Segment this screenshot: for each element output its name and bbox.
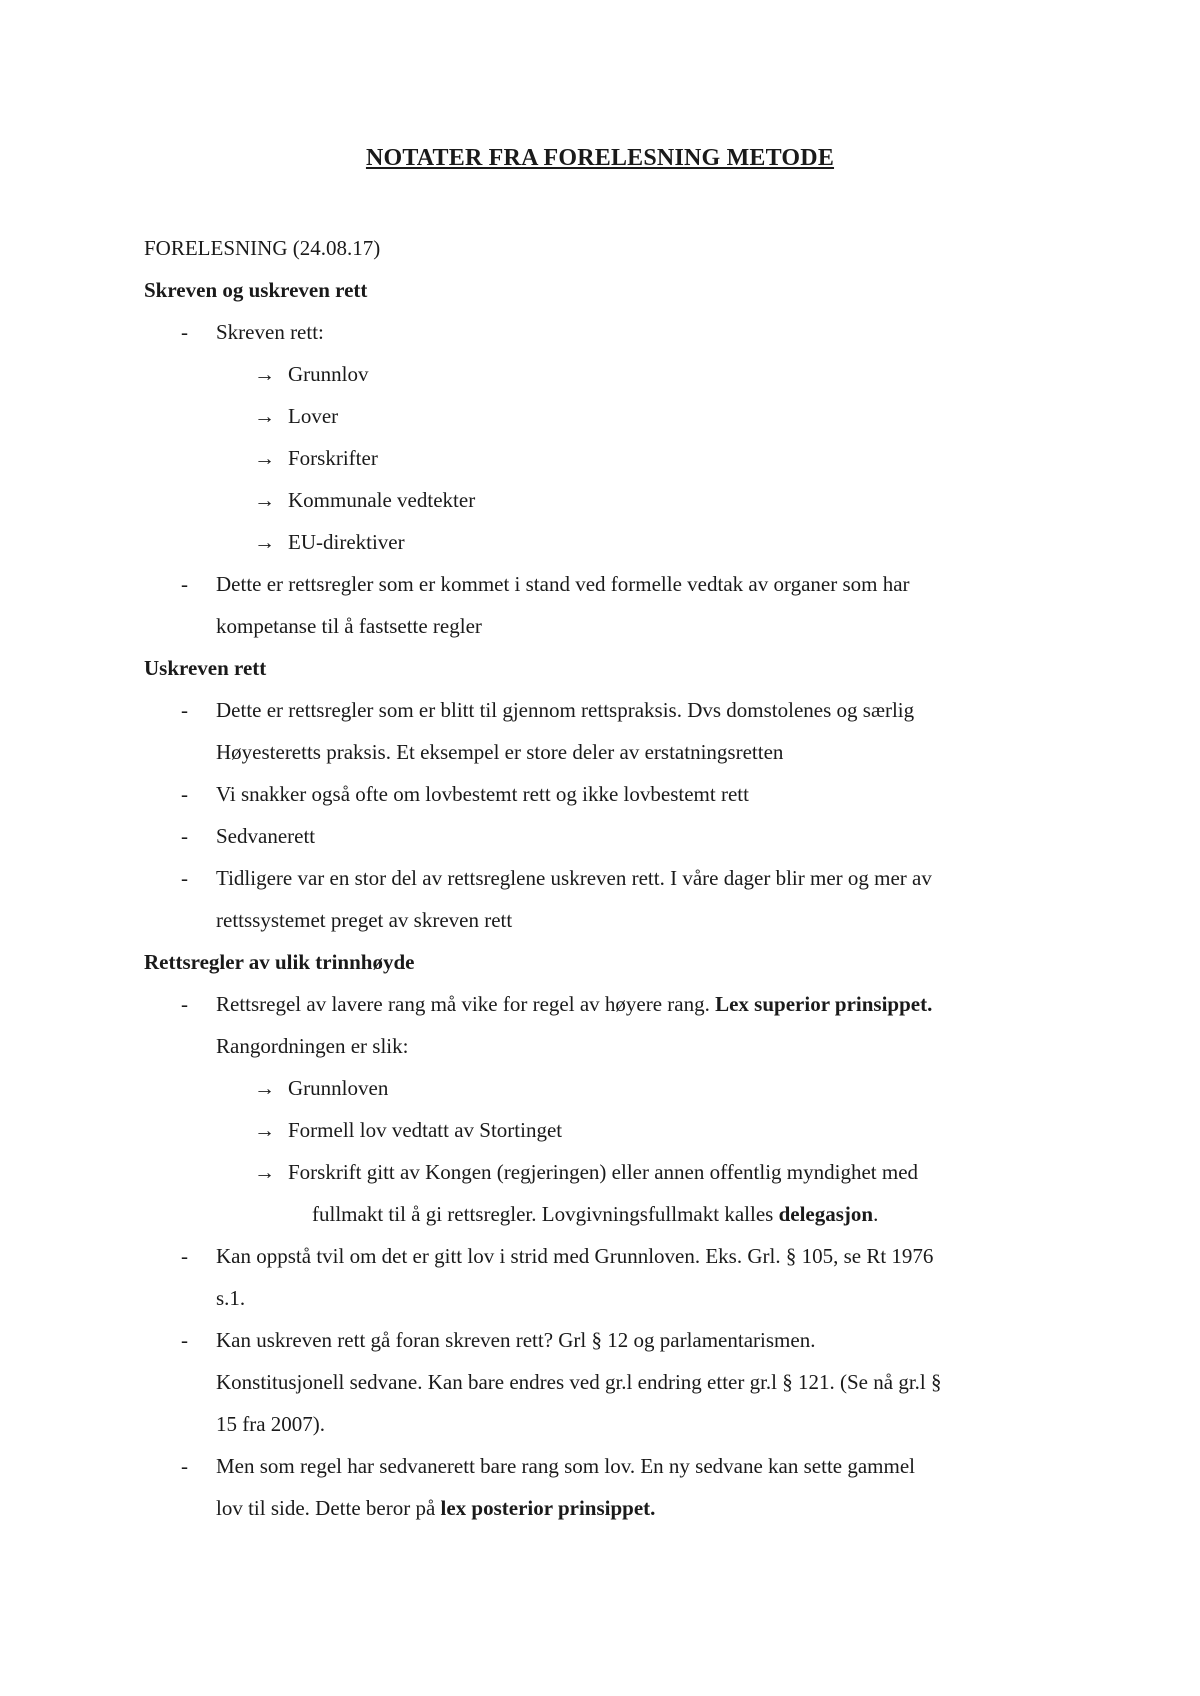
arrow-icon: →: [254, 1076, 275, 1100]
list-item-text: s.1.: [216, 1286, 246, 1310]
arrow-icon: →: [254, 404, 275, 428]
lecture-heading: FORELESNING (24.08.17): [144, 236, 381, 260]
list-item-text: 15 fra 2007).: [216, 1412, 326, 1436]
list-item-text: Men som regel har sedvanerett bare rang som lov. En ny sedvane kan sette gammel: [216, 1454, 915, 1478]
rank-item: Formell lov vedtatt av Stortinget: [288, 1118, 563, 1142]
dash-bullet: -: [181, 782, 188, 806]
dash-bullet: -: [181, 1328, 188, 1352]
list-item-text: Rangordningen er slik:: [216, 1034, 409, 1058]
dash-bullet: -: [181, 320, 188, 344]
source-item: Lover: [288, 404, 339, 428]
section-heading-uskreven-rett: Uskreven rett: [144, 656, 267, 680]
dash-bullet: -: [181, 572, 188, 596]
dash-bullet: -: [181, 824, 188, 848]
dash-bullet: -: [181, 992, 188, 1016]
document-title: NOTATER FRA FORELESNING METODE: [365, 145, 835, 171]
source-item: Forskrifter: [288, 446, 378, 470]
source-item: EU-direktiver: [288, 530, 405, 554]
arrow-icon: →: [254, 1118, 275, 1142]
text-run: lov til side. Dette beror på: [216, 1496, 441, 1520]
list-item-text: Vi snakker også ofte om lovbestemt rett og ikke lovbestemt rett: [216, 782, 749, 806]
list-item-text: Kan uskreven rett gå foran skreven rett? Grl § 12 og parlamentarismen.: [216, 1328, 816, 1352]
source-item: Kommunale vedtekter: [288, 488, 476, 512]
list-item-text: Høyesteretts praksis. Et eksempel er store deler av erstatningsretten: [216, 740, 784, 764]
section-heading-skreven-uskreven: Skreven og uskreven rett: [144, 278, 368, 302]
dash-bullet: -: [181, 866, 188, 890]
list-item-text: Kan oppstå tvil om det er gitt lov i strid med Grunnloven. Eks. Grl. § 105, se Rt 1976: [216, 1244, 934, 1268]
list-item-text: Konstitusjonell sedvane. Kan bare endres ved gr.l endring etter gr.l § 121. (Se nå gr.l §: [216, 1370, 942, 1394]
arrow-icon: →: [254, 488, 275, 512]
list-item-text: Dette er rettsregler som er blitt til gjennom rettspraksis. Dvs domstolenes og særlig: [216, 698, 915, 722]
list-item-text: Tidligere var en stor del av rettsreglene uskreven rett. I våre dager blir mer og mer av: [216, 866, 932, 890]
rank-item: Grunnloven: [288, 1076, 389, 1100]
dash-bullet: -: [181, 1244, 188, 1268]
rank-item: Forskrift gitt av Kongen (regjeringen) eller annen offentlig myndighet med: [288, 1160, 919, 1184]
list-item-skreven-rett: Skreven rett:: [216, 320, 324, 344]
list-item-text: [216, 990, 932, 1018]
bold-term-lex-superior: Lex superior prinsippet.: [715, 992, 933, 1016]
list-item-text: Sedvanerett: [216, 824, 316, 848]
arrow-icon: →: [254, 530, 275, 554]
source-item: Grunnlov: [288, 362, 369, 386]
text-run: Rettsregel av lavere rang må vike for regel av høyere rang.: [216, 992, 716, 1016]
list-item-text: kompetanse til å fastsette regler: [216, 614, 482, 638]
bold-term-delegasjon: delegasjon: [778, 1202, 874, 1226]
dash-bullet: -: [181, 698, 188, 722]
arrow-icon: →: [254, 362, 275, 386]
text-run: .: [873, 1202, 879, 1226]
text-run: fullmakt til å gi rettsregler. Lovgivningsfullmakt kalles: [312, 1202, 779, 1226]
list-item-text: Dette er rettsregler som er kommet i stand ved formelle vedtak av organer som har: [216, 572, 910, 596]
arrow-icon: →: [254, 446, 275, 470]
arrow-icon: →: [254, 1160, 275, 1184]
dash-bullet: -: [181, 1454, 188, 1478]
bold-term-lex-posterior: lex posterior prinsippet.: [440, 1496, 656, 1520]
rank-item-continued: [312, 1200, 878, 1228]
section-heading-trinnhoyde: Rettsregler av ulik trinnhøyde: [144, 950, 415, 974]
list-item-text: rettssystemet preget av skreven rett: [216, 908, 513, 932]
list-item-text: [216, 1494, 655, 1522]
